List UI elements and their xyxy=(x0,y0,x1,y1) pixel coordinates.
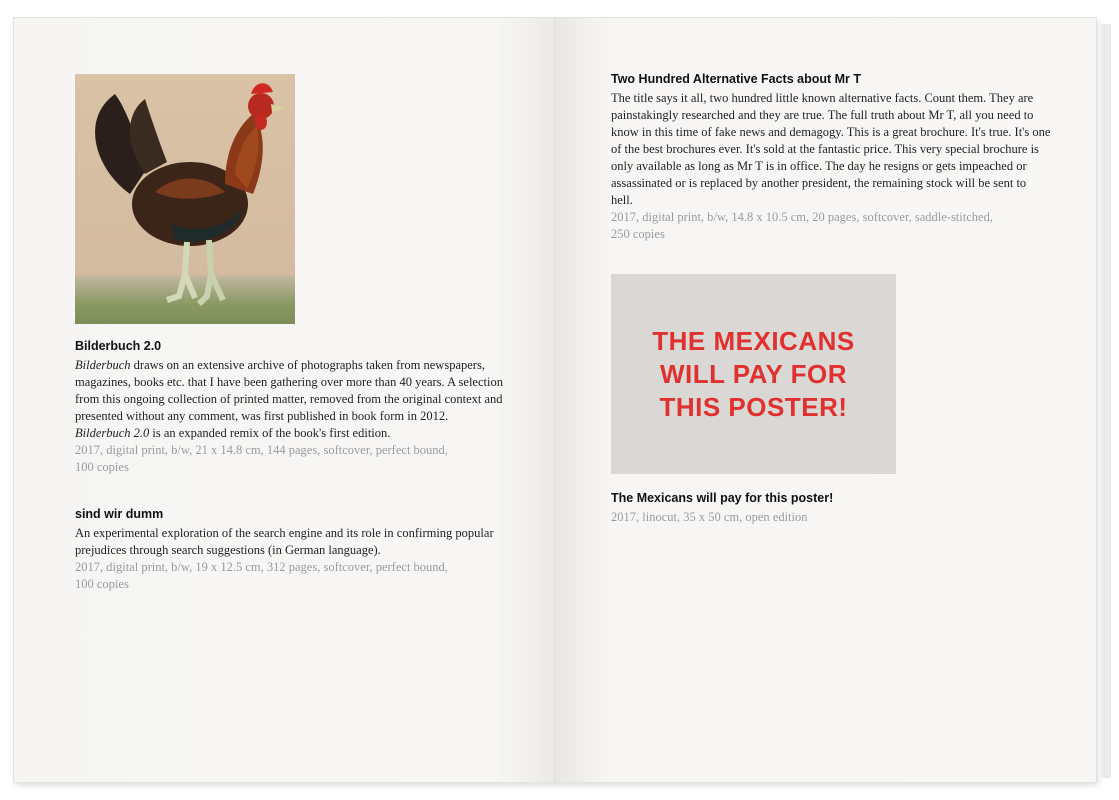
rooster-illustration xyxy=(75,74,295,324)
mr-t-description: The title says it all, two hundred little known alternative facts. Count them. They are painstakingly researched and they are true. The full truth about Mr T, all you need to know in this time of fake news and demagogy. This is a great brochure. It's true. It's one of the best brochures ever. It's sold at the fantastic price. This very special brochure is only available as long as Mr T is in office. The day he resigns or gets impeached or assassinated or is replaced by another president, the remaining stock will be sent to hell. xyxy=(611,91,1051,207)
bilderbuch-meta-2: 100 copies xyxy=(75,460,129,474)
sind-wir-dumm-meta-2: 100 copies xyxy=(75,577,129,591)
mr-t-meta-1: 2017, digital print, b/w, 14.8 x 10.5 cm, 20 pages, softcover, saddle-stitched, xyxy=(611,210,993,224)
poster-line-1: THE MEXICANS xyxy=(652,325,855,356)
rooster-photo xyxy=(75,74,295,324)
bilderbuch-description xyxy=(75,357,505,442)
bilderbuch-meta-1: 2017, digital print, b/w, 21 x 14.8 cm, 144 pages, softcover, perfect bound, xyxy=(75,443,448,457)
left-page xyxy=(14,18,555,782)
sind-wir-dumm-meta-1: 2017, digital print, b/w, 19 x 12.5 cm, 312 pages, softcover, perfect bound, xyxy=(75,560,448,574)
poster-meta: 2017, linocut, 35 x 50 cm, open edition xyxy=(611,510,808,524)
mexicans-poster-image xyxy=(611,274,896,474)
poster-line-3: THIS POSTER! xyxy=(659,391,848,422)
sind-wir-dumm-title: sind wir dumm xyxy=(75,507,164,521)
mr-t-title: Two Hundred Alternative Facts about Mr T xyxy=(611,72,862,86)
page-edge xyxy=(1101,24,1111,778)
mr-t-entry xyxy=(611,72,1051,243)
poster-title: The Mexicans will pay for this poster! xyxy=(611,491,834,505)
bilderbuch-desc-2: is an expanded remix of the book's first edition. xyxy=(149,426,391,440)
bilderbuch-italic-2: Bilderbuch 2.0 xyxy=(75,426,150,440)
sind-wir-dumm-entry xyxy=(75,507,505,593)
poster-entry xyxy=(611,491,1051,526)
book-spread xyxy=(14,18,1096,782)
bilderbuch-italic-1: Bilderbuch xyxy=(75,358,131,372)
bilderbuch-title: Bilderbuch 2.0 xyxy=(75,339,162,353)
poster-line-2: WILL PAY FOR xyxy=(659,358,848,389)
poster-lettering xyxy=(652,325,854,424)
bilderbuch-entry xyxy=(75,339,505,476)
sind-wir-dumm-description: An experimental exploration of the search engine and its role in confirming popular prejudices through search suggestions (in German language). xyxy=(75,526,494,557)
bilderbuch-desc-1: draws on an extensive archive of photographs taken from newspapers, magazines, books etc. that I have been gathering over more than 40 years. A selection from this ongoing collection of printed matter, removed from the original context and presented without any comment, was first published in book form in 2012. xyxy=(75,358,503,423)
mr-t-meta-2: 250 copies xyxy=(611,227,665,241)
